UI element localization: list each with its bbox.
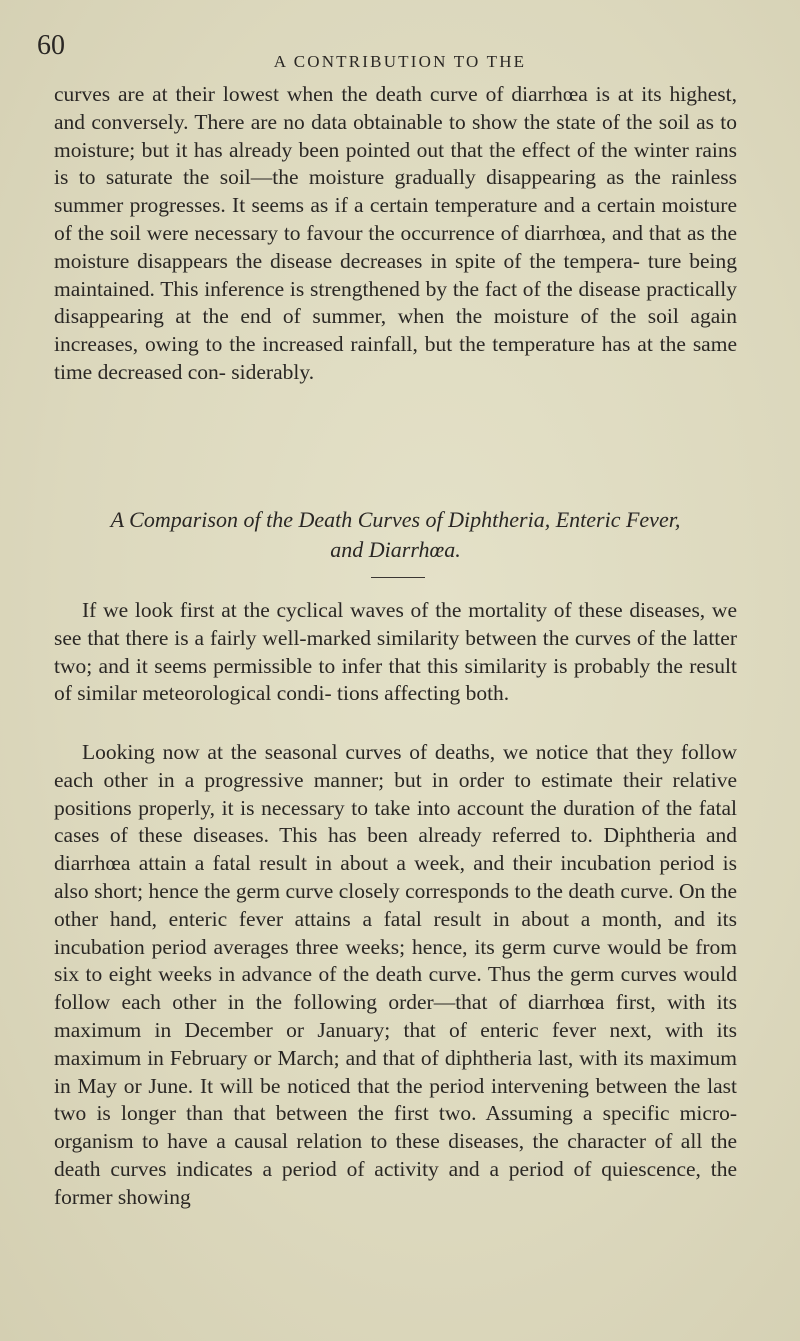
body-paragraph-2: If we look first at the cyclical waves of the mortality of these diseases, we see that there is a fairly well-marked similarity between the curves of the latter two; and it seems permissible to infer that this similarity is probably the result of similar meteorological condi- tions affecting both. (54, 598, 737, 706)
page-number: 60 (37, 30, 65, 61)
running-head: A CONTRIBUTION TO THE (273, 52, 527, 71)
heading-divider-rule (371, 577, 425, 578)
section-heading (54, 505, 737, 565)
body-paragraph-1: curves are at their lowest when the death curve of diarrhœa is at its highest, and conversely. There are no data obtainable to show the state of the soil as to moisture; but it has already been pointed out that the effect of the winter rains is to saturate the soil—the moisture gradually disappearing as the rainless summer progresses. It seems as if a certain temperature and a certain moisture of the soil were necessary to favour the occurrence of diarrhœa, and that as the moisture disappears the disease decreases in spite of the tempera- ture being maintained. This inference is strengthened by the fact of the disease practically disappearing at the end of summer, when the moisture of the soil again increases, owing to the increased rainfall, but the temperature has at the same time decreased con- siderably. (54, 82, 737, 384)
body-paragraph-3: Looking now at the seasonal curves of deaths, we notice that they follow each other in a progressive manner; but in order to estimate their relative positions properly, it is necessary to take into account the duration of the fatal cases of these diseases. This has been already referred to. Diphtheria and diarrhœa attain a fatal result in about a week, and their incubation period is also short; hence the germ curve closely corresponds to the death curve. On the other hand, enteric fever attains a fatal result in about a month, and its incubation period averages three weeks; hence, its germ curve would be from six to eight weeks in advance of the death curve. Thus the germ curves would follow each other in the following order—that of diarrhœa first, with its maximum in December or January; that of enteric fever next, with its maximum in February or March; and that of diphtheria last, with its maximum in May or June. It will be noticed that the period intervening between the last two is longer than that between the first two. Assuming a specific micro-organism to have a causal relation to these diseases, the character of all the death curves indicates a period of activity and a period of quiescence, the former showing (54, 740, 737, 1209)
section-heading-line-1: A Comparison of the Death Curves of Diphtheria, Enteric Fever, (110, 507, 681, 532)
section-heading-line-2: and Diarrhœa. (330, 537, 461, 562)
